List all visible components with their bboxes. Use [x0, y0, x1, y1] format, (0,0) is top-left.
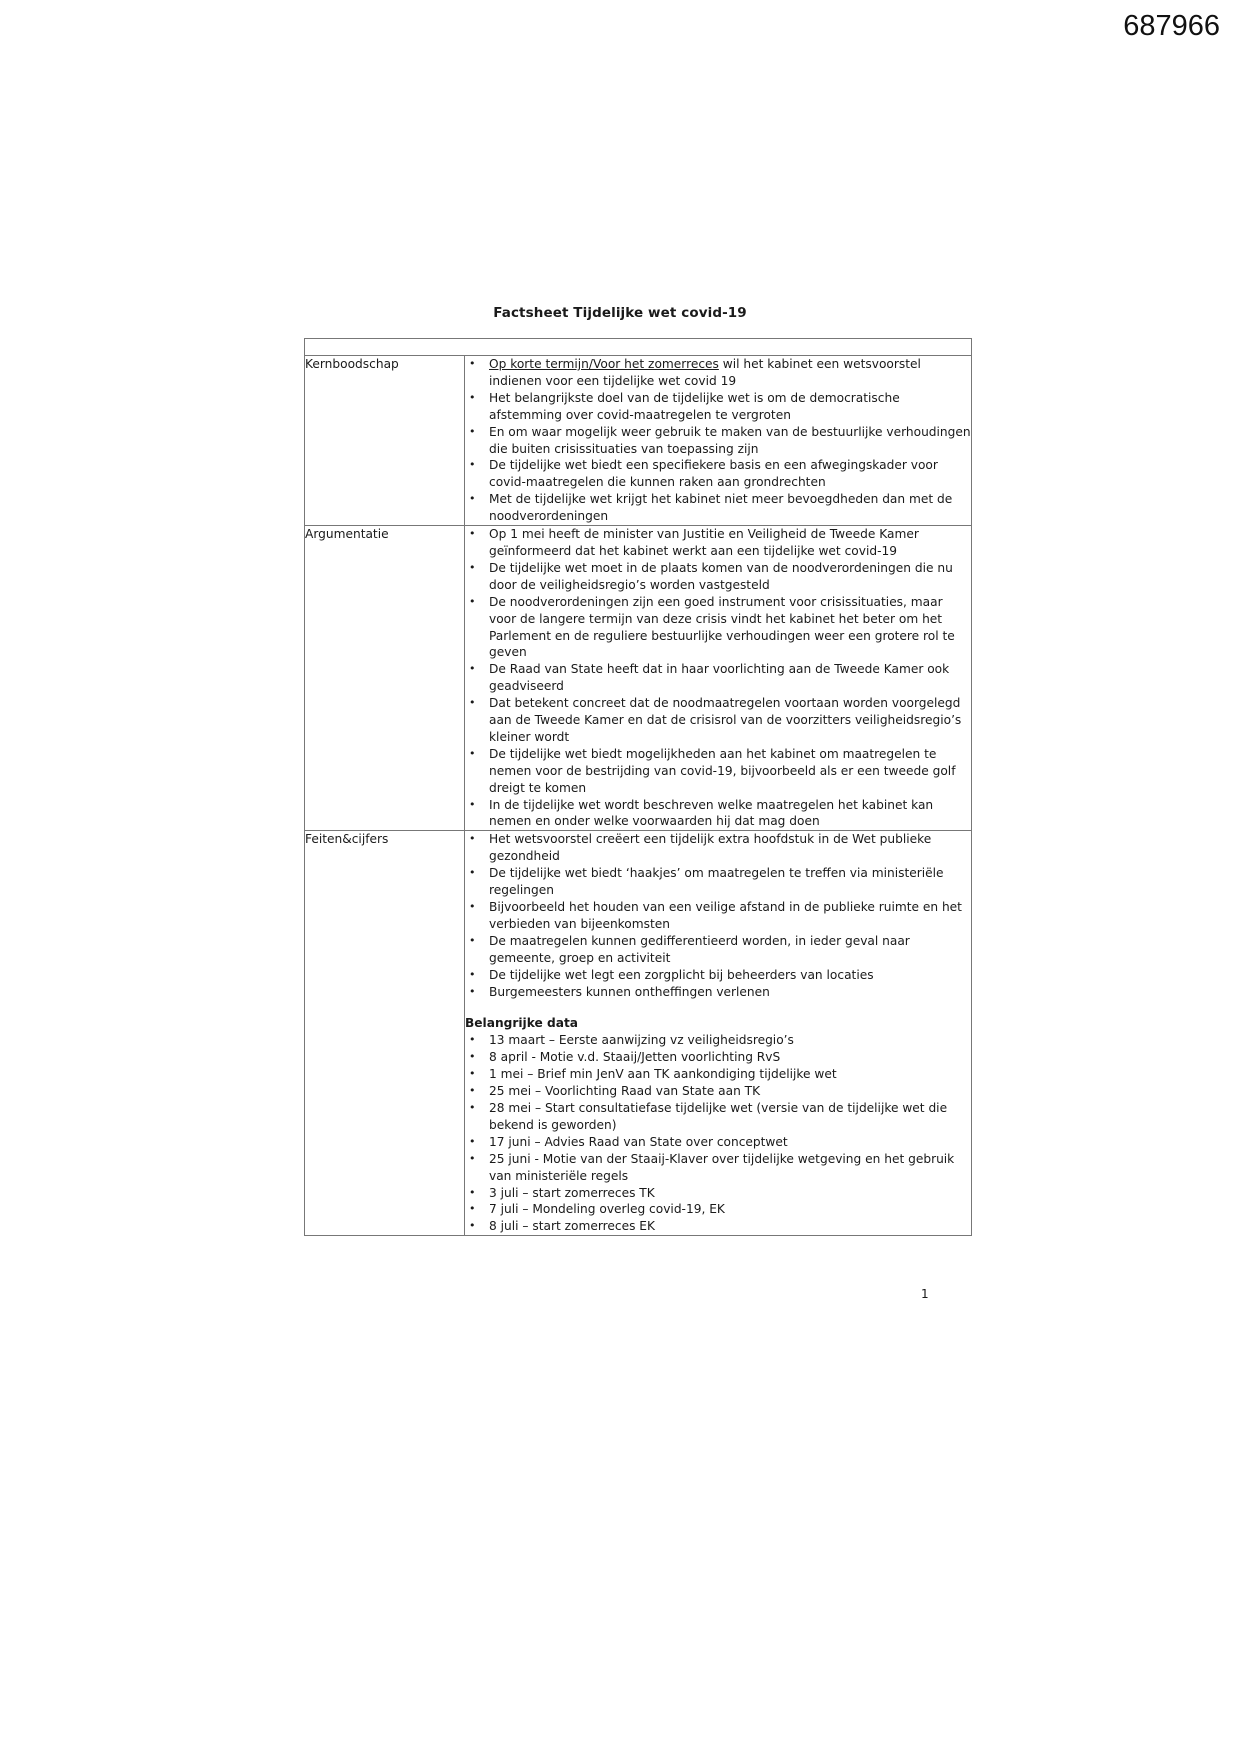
date-item: • 3 juli – start zomerreces TK [465, 1185, 971, 1202]
date-item: • 25 mei – Voorlichting Raad van State aan TK [465, 1083, 971, 1100]
list-item: • De Raad van State heeft dat in haar voorlichting aan de Tweede Kamer ook geadviseerd [465, 661, 971, 695]
date-item: • 1 mei – Brief min JenV aan TK aankondiging tijdelijke wet [465, 1066, 971, 1083]
underlined-text: Op korte termijn/Voor het zomerreces [489, 357, 719, 371]
dates-list [465, 1032, 971, 1235]
factsheet-table [304, 338, 972, 1236]
list-item: • Op 1 mei heeft de minister van Justitie en Veiligheid de Tweede Kamer geïnformeerd dat het kabinet werkt aan een tijdelijke wet covid-19 [465, 526, 971, 560]
list-item: • Bijvoorbeeld het houden van een veilige afstand in de publieke ruimte en het verbieden van bijeenkomsten [465, 899, 971, 933]
list-item: • De tijdelijke wet biedt een specifiekere basis en een afwegingskader voor covid-maatregelen die kunnen raken aan grondrechten [465, 457, 971, 491]
date-item: • 17 juni – Advies Raad van State over conceptwet [465, 1134, 971, 1151]
date-item: • 13 maart – Eerste aanwijzing vz veiligheidsregio’s [465, 1032, 971, 1049]
table-row [305, 831, 972, 1236]
list-item: • Het belangrijkste doel van de tijdelijke wet is om de democratische afstemming over covid-maatregelen te vergroten [465, 390, 971, 424]
table-header-row [305, 339, 972, 356]
date-item: • 28 mei – Start consultatiefase tijdelijke wet (versie van de tijdelijke wet die bekend is geworden) [465, 1100, 971, 1134]
bullet-list [465, 831, 971, 1000]
date-item: • 25 juni - Motie van der Staaij-Klaver over tijdelijke wetgeving en het gebruik van ministeriële regels [465, 1151, 971, 1185]
list-item: • Dat betekent concreet dat de noodmaatregelen voortaan worden voorgelegd aan de Tweede Kamer en dat de crisisrol van de voorzitters veiligheidsregio’s kleiner wordt [465, 695, 971, 746]
table-row [305, 526, 972, 831]
list-item [465, 356, 971, 390]
section-content-kernboodschap [465, 356, 972, 526]
date-item: • 7 juli – Mondeling overleg covid-19, EK [465, 1201, 971, 1218]
page-number: 1 [921, 1287, 929, 1301]
section-content-feiten-cijfers [465, 831, 972, 1236]
section-label-argumentatie: Argumentatie [305, 526, 465, 831]
list-item: • De tijdelijke wet biedt ‘haakjes’ om maatregelen te treffen via ministeriële regelingen [465, 865, 971, 899]
list-item: • De tijdelijke wet legt een zorgplicht bij beheerders van locaties [465, 967, 971, 984]
list-item: • Met de tijdelijke wet krijgt het kabinet niet meer bevoegdheden dan met de noodverordeningen [465, 491, 971, 525]
item-text: wil het kabinet een wetsvoorstel indienen voor een tijdelijke wet covid 19 [489, 357, 921, 388]
document-id: 687966 [1123, 10, 1220, 42]
list-item: • En om waar mogelijk weer gebruik te maken van de bestuurlijke verhoudingen die buiten crisissituaties van toepassing zijn [465, 424, 971, 458]
list-item: • De tijdelijke wet biedt mogelijkheden aan het kabinet om maatregelen te nemen voor de bestrijding van covid-19, bijvoorbeeld als er een tweede golf dreigt te komen [465, 746, 971, 797]
list-item: • De tijdelijke wet moet in de plaats komen van de noodverordeningen die nu door de veiligheidsregio’s worden vastgesteld [465, 560, 971, 594]
table-row [305, 356, 972, 526]
list-item: • Het wetsvoorstel creëert een tijdelijk extra hoofdstuk in de Wet publieke gezondheid [465, 831, 971, 865]
date-item: • 8 juli – start zomerreces EK [465, 1218, 971, 1235]
list-item: • De noodverordeningen zijn een goed instrument voor crisissituaties, maar voor de langere termijn van deze crisis vindt het kabinet het beter om het Parlement en de reguliere bestuurlijke verhoudingen weer een grotere rol te geven [465, 594, 971, 662]
date-item: • 8 april - Motie v.d. Staaij/Jetten voorlichting RvS [465, 1049, 971, 1066]
bullet-list [465, 526, 971, 830]
bullet-list [465, 356, 971, 525]
section-label-feiten-cijfers: Feiten&cijfers [305, 831, 465, 1236]
list-item: • Burgemeesters kunnen ontheffingen verlenen [465, 984, 971, 1001]
section-label-kernboodschap: Kernboodschap [305, 356, 465, 526]
empty-header-cell [305, 339, 972, 356]
sub-heading-belangrijke-data: Belangrijke data [465, 1016, 579, 1031]
list-item: • De maatregelen kunnen gedifferentieerd worden, in ieder geval naar gemeente, groep en activiteit [465, 933, 971, 967]
page-title: Factsheet Tijdelijke wet covid-19 [493, 305, 747, 321]
list-item: • In de tijdelijke wet wordt beschreven welke maatregelen het kabinet kan nemen en onder welke voorwaarden hij dat mag doen [465, 797, 971, 831]
section-content-argumentatie [465, 526, 972, 831]
